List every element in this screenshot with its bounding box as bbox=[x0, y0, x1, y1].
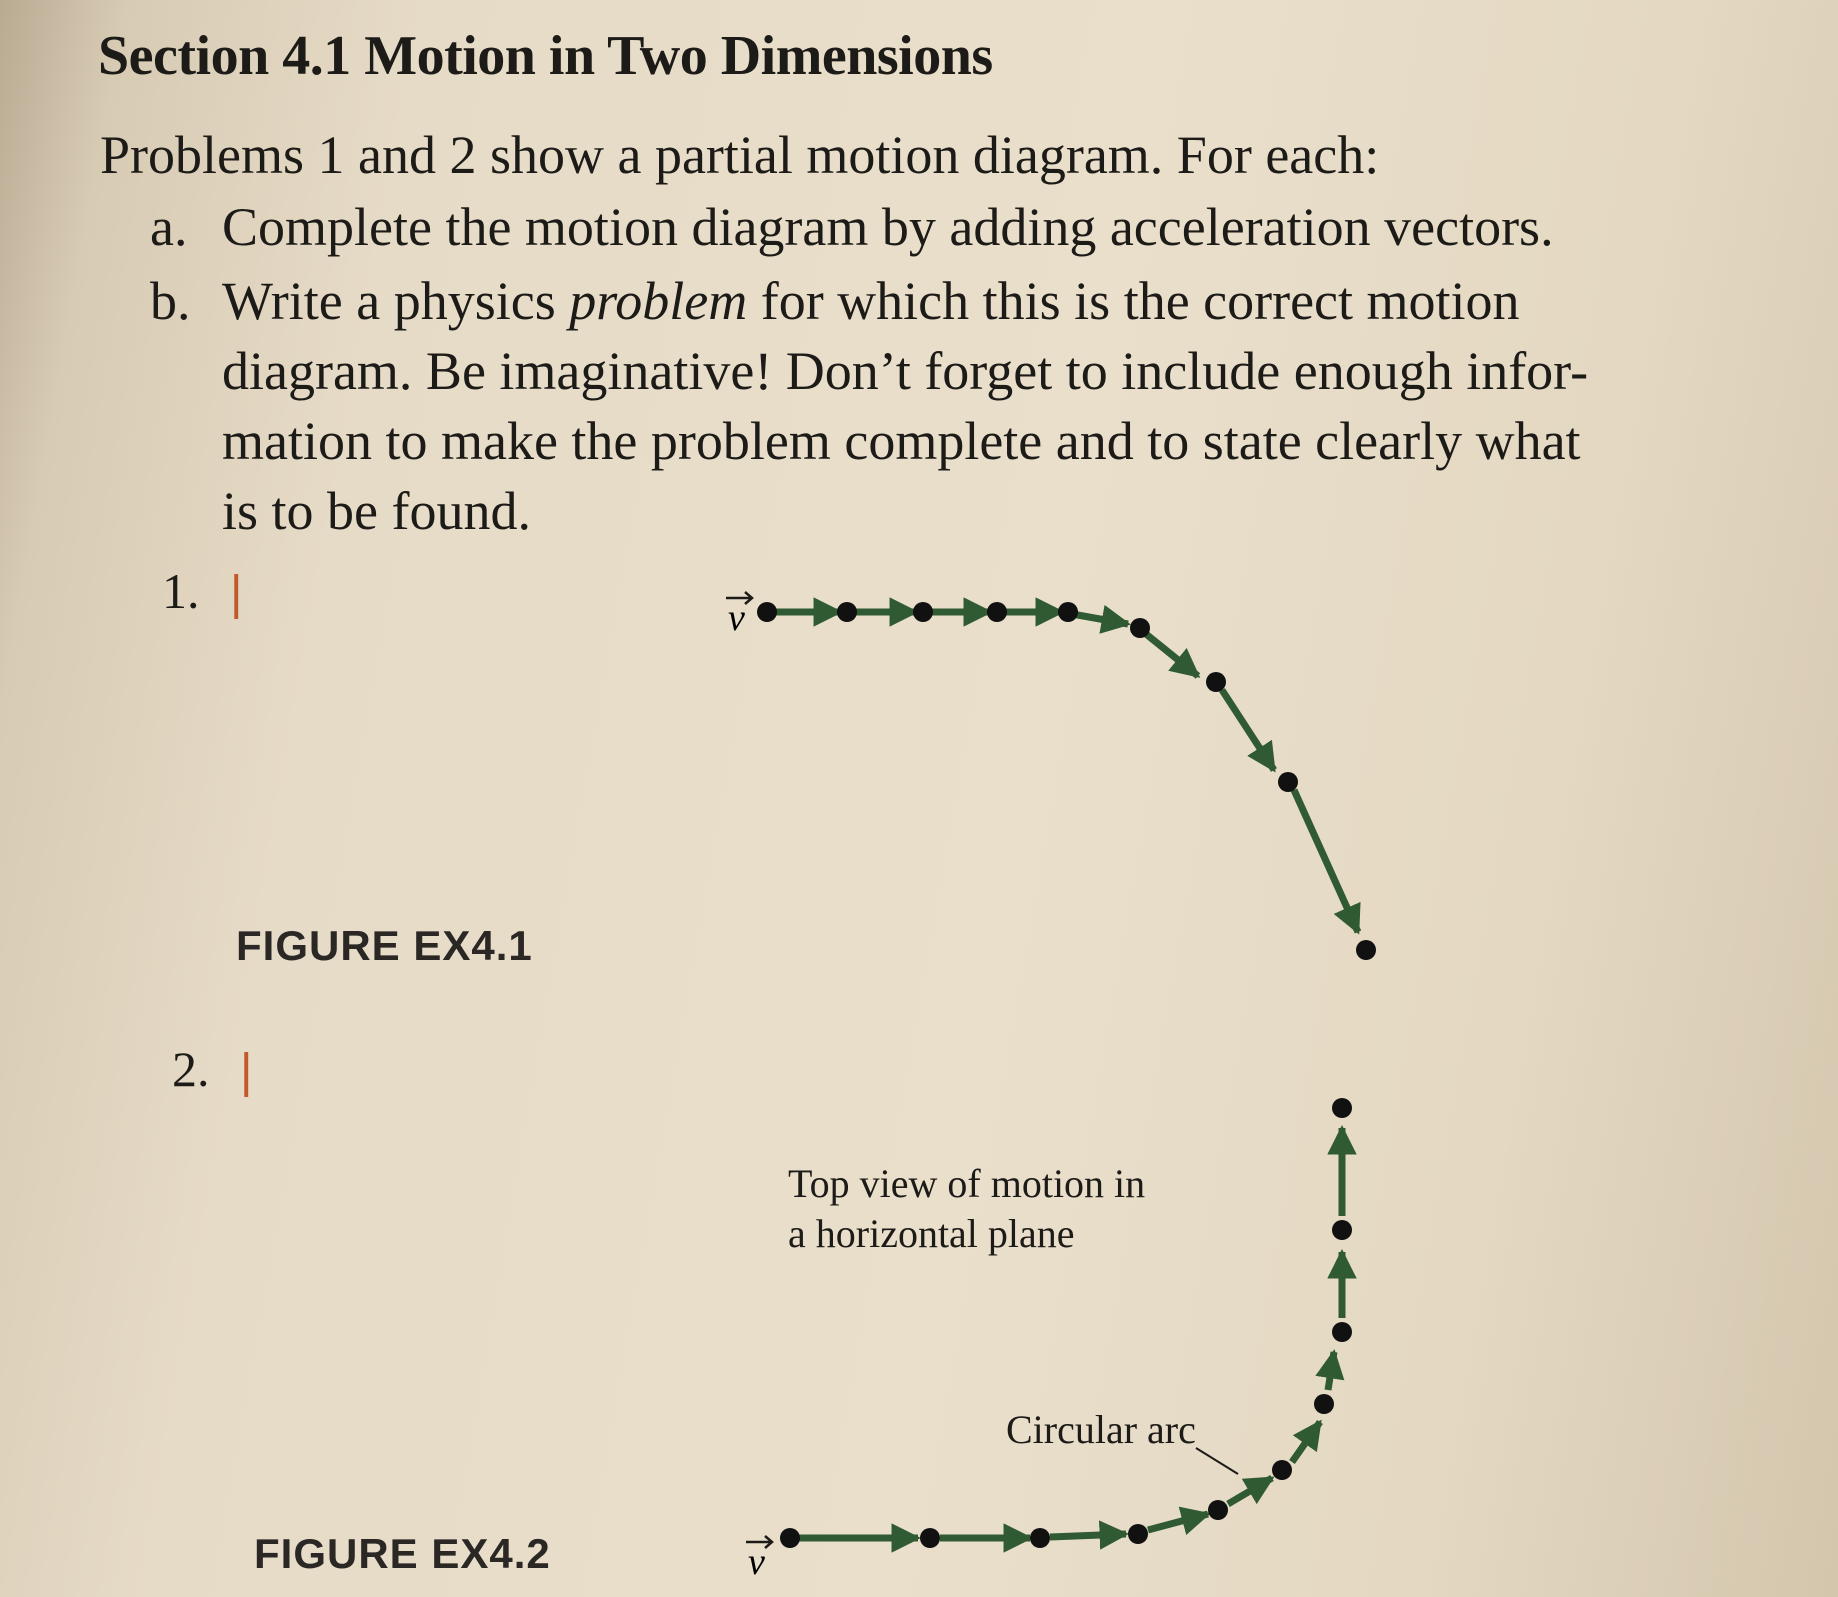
velocity-vector bbox=[1148, 1514, 1208, 1530]
position-dot bbox=[987, 602, 1007, 622]
caption-top-view-line-2: a horizontal plane bbox=[788, 1211, 1075, 1256]
problem-2-mark: | bbox=[240, 1045, 253, 1098]
item-b-line-3: mation to make the problem complete and to state clearly what bbox=[222, 411, 1581, 471]
velocity-vector bbox=[1228, 1478, 1272, 1504]
position-dot bbox=[1206, 672, 1226, 692]
position-dot bbox=[1208, 1500, 1228, 1520]
problem-2-number: 2. bbox=[172, 1041, 210, 1097]
caption-circular-arc: Circular arc bbox=[1006, 1407, 1196, 1452]
position-dot bbox=[1332, 1220, 1352, 1240]
position-dot bbox=[1058, 602, 1078, 622]
position-dot bbox=[1356, 940, 1376, 960]
velocity-vector bbox=[1050, 1534, 1126, 1537]
item-b-line-2: diagram. Be imaginative! Don’t forget to include enough infor- bbox=[222, 341, 1589, 401]
position-dot bbox=[1278, 772, 1298, 792]
position-dot bbox=[920, 1528, 940, 1548]
figure-ex4-1-diagram bbox=[726, 592, 1376, 960]
section-title: Section 4.1 Motion in Two Dimensions bbox=[98, 25, 993, 87]
position-dot bbox=[1314, 1394, 1334, 1414]
position-dot bbox=[1332, 1098, 1352, 1118]
position-dot bbox=[837, 602, 857, 622]
problem-1-number: 1. bbox=[162, 563, 200, 619]
caption-top-view-line-1: Top view of motion in bbox=[788, 1161, 1146, 1206]
position-dot bbox=[1272, 1460, 1292, 1480]
velocity-symbol-2: v bbox=[748, 1541, 765, 1583]
position-dot bbox=[1332, 1322, 1352, 1342]
velocity-vector bbox=[1294, 790, 1358, 932]
position-dot bbox=[1128, 1524, 1148, 1544]
velocity-vector bbox=[1292, 1422, 1320, 1462]
velocity-vector bbox=[1222, 690, 1274, 770]
item-b-line-4: is to be found. bbox=[222, 481, 531, 541]
velocity-symbol-1: v bbox=[728, 597, 745, 639]
figure-ex4-2-diagram bbox=[746, 1098, 1352, 1583]
velocity-vector bbox=[1072, 614, 1128, 624]
problem-1-mark: | bbox=[230, 567, 243, 620]
position-dot bbox=[757, 602, 777, 622]
position-dot bbox=[1030, 1528, 1050, 1548]
velocity-vector bbox=[1328, 1352, 1334, 1390]
item-b-label: b. bbox=[150, 271, 191, 331]
item-a-label: a. bbox=[150, 197, 188, 257]
figure-ex4-2-label: FIGURE EX4.2 bbox=[254, 1530, 551, 1577]
position-dot bbox=[780, 1528, 800, 1548]
item-a-text: Complete the motion diagram by adding acceleration vectors. bbox=[222, 197, 1554, 257]
position-dot bbox=[913, 602, 933, 622]
item-b-line-1: Write a physics problem for which this is the correct motion bbox=[222, 271, 1520, 331]
velocity-vector bbox=[1146, 634, 1198, 676]
figure-ex4-1-label: FIGURE EX4.1 bbox=[236, 922, 533, 969]
intro-text: Problems 1 and 2 show a partial motion diagram. For each: bbox=[100, 125, 1380, 185]
arc-pointer-line bbox=[1196, 1448, 1238, 1474]
position-dot bbox=[1130, 618, 1150, 638]
